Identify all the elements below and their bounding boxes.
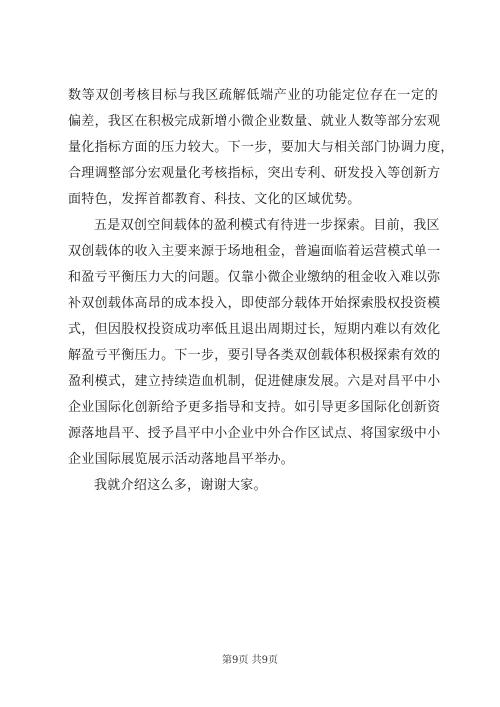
text-line: 我就介绍这么多，谢谢大家。: [94, 478, 267, 493]
text-line: 企业国际展览展示活动落地昌平举办。: [68, 452, 295, 467]
paragraph-3: [68, 473, 438, 499]
paragraph-1: [68, 83, 454, 213]
text-line: 盈利模式，建立持续造血机制，促进健康发展。六是对昌平中小: [68, 374, 441, 389]
text-line: 式，但因股权投资成功率低且退出周期过长，短期内难以有效化: [68, 322, 441, 337]
body-text: [68, 83, 454, 499]
text-line: 双创载体的收入主要来源于场地租金，普遍面临着运营模式单一: [68, 244, 441, 259]
page-footer: [0, 651, 500, 666]
text-line: 数等双创考核目标与我区疏解低端产业的功能定位存在一定的: [68, 88, 438, 103]
text-line: 源落地昌平、授予昌平中小企业中外合作区试点、将国家级中小: [68, 426, 441, 441]
text-line: 合理调整部分宏观量化考核指标，突出专利、研发投入等创新方: [68, 166, 441, 181]
page-number: 第9页 共9页: [222, 655, 278, 666]
text-line: 企业国际化创新给予更多指导和支持。如引导更多国际化创新资: [68, 400, 441, 415]
text-line: 解盈亏平衡压力。下一步，要引导各类双创载体积极探索有效的: [68, 348, 441, 363]
paragraph-2: [68, 213, 441, 473]
text-line: 面特色，发挥首都教育、科技、文化的区域优势。: [68, 192, 361, 207]
text-line: 补双创载体高昂的成本投入，即使部分载体开始探索股权投资模: [68, 296, 441, 311]
text-line: 量化指标方面的压力较大。下一步，要加大与相关部门协调力度，: [68, 140, 454, 155]
text-line: 五是双创空间载体的盈利模式有待进一步探索。目前，我区: [94, 218, 440, 233]
text-line: 偏差，我区在积极完成新增小微企业数量、就业人数等部分宏观: [68, 114, 441, 129]
text-line: 和盈亏平衡压力大的问题。仅靠小微企业缴纳的租金收入难以弥: [68, 270, 441, 285]
